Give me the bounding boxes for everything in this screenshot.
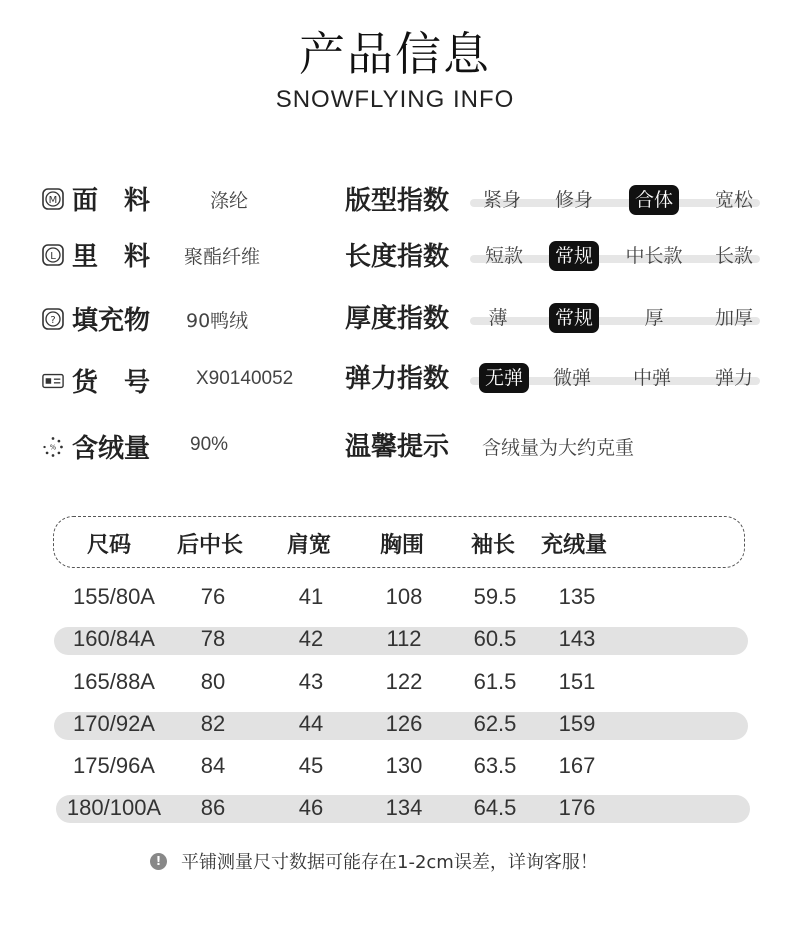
index-option: 厚 xyxy=(644,307,664,329)
table-cell: 60.5 xyxy=(473,626,517,651)
table-cell: 62.5 xyxy=(473,711,517,736)
table-cell: 41 xyxy=(298,584,324,609)
exclamation-icon: ! xyxy=(150,853,167,870)
table-cell: 64.5 xyxy=(473,795,517,820)
table-cell: 86 xyxy=(200,795,226,820)
index-option-selected: 常规 xyxy=(549,303,599,333)
table-header-cell: 肩宽 xyxy=(287,533,332,558)
table-cell: 151 xyxy=(558,669,596,694)
table-cell: 143 xyxy=(558,626,596,651)
index-option: 长款 xyxy=(714,245,754,267)
index-thickness xyxy=(345,298,765,338)
index-option: 中长款 xyxy=(625,245,683,267)
index-option: 薄 xyxy=(488,307,508,329)
index-option: 短款 xyxy=(484,245,524,267)
id-card-icon xyxy=(42,370,64,392)
table-cell: 76 xyxy=(200,584,226,609)
index-option: 中弹 xyxy=(632,367,672,389)
page-title: 产品信息 xyxy=(299,27,491,81)
index-option: 修身 xyxy=(554,189,594,211)
attr-label: 填充物 xyxy=(72,306,151,336)
table-cell: 43 xyxy=(298,669,324,694)
table-cell: 170/92A xyxy=(73,711,155,736)
index-elasticity xyxy=(345,358,765,398)
table-cell: 82 xyxy=(200,711,226,736)
svg-text:%: % xyxy=(49,443,57,452)
table-header-cell: 尺码 xyxy=(87,533,132,558)
percent-loader-icon xyxy=(42,436,64,458)
table-cell: 80 xyxy=(200,669,226,694)
table-cell: 44 xyxy=(298,711,324,736)
table-header-cell: 胸围 xyxy=(380,533,425,558)
note-text: 平铺测量尺寸数据可能存在1-2cm误差，详询客服！ xyxy=(181,852,598,873)
table-cell: 134 xyxy=(385,795,423,820)
index-option: 紧身 xyxy=(482,189,522,211)
m-circle-icon xyxy=(42,188,64,210)
table-cell: 175/96A xyxy=(73,753,155,778)
attr-label: 含绒量 xyxy=(72,434,151,464)
index-name: 长度指数 xyxy=(345,242,450,272)
table-cell: 46 xyxy=(298,795,324,820)
table-header-cell: 充绒量 xyxy=(541,533,608,558)
attr-value: X90140052 xyxy=(196,368,294,389)
index-name: 弹力指数 xyxy=(345,364,450,394)
table-cell: 135 xyxy=(558,584,596,609)
index-length xyxy=(345,236,765,276)
page-subtitle: SNOWFLYING INFO xyxy=(275,86,515,113)
index-option: 微弹 xyxy=(552,367,592,389)
index-option: 宽松 xyxy=(714,189,754,211)
index-name: 版型指数 xyxy=(345,186,450,216)
table-cell: 42 xyxy=(298,626,324,651)
index-option-selected: 合体 xyxy=(629,185,679,215)
table-cell: 112 xyxy=(386,626,422,651)
l-circle-icon xyxy=(42,244,64,266)
index-option-selected: 无弹 xyxy=(479,363,529,393)
table-cell: 159 xyxy=(558,711,596,736)
svg-text:L: L xyxy=(50,251,56,262)
table-cell: 122 xyxy=(385,669,423,694)
index-fit xyxy=(345,180,765,220)
attr-value: 聚酯纤维 xyxy=(184,246,261,268)
table-cell: 176 xyxy=(558,795,596,820)
table-cell: 78 xyxy=(200,626,226,651)
table-cell: 155/80A xyxy=(73,584,155,609)
svg-text:M: M xyxy=(48,195,58,206)
table-header-cell: 后中长 xyxy=(177,533,244,558)
table-cell: 108 xyxy=(385,584,423,609)
table-cell: 59.5 xyxy=(473,584,517,609)
attr-value: 90鸭绒 xyxy=(186,310,249,332)
attr-label: 面 料 xyxy=(72,186,151,216)
table-header-cell: 袖长 xyxy=(471,533,516,558)
attr-label: 里 料 xyxy=(72,242,151,272)
index-name: 温馨提示 xyxy=(345,432,450,462)
measurement-note xyxy=(150,848,598,874)
table-cell: 84 xyxy=(200,753,226,778)
question-icon xyxy=(42,308,64,330)
attr-label: 货 号 xyxy=(72,368,151,398)
table-cell: 61.5 xyxy=(473,669,517,694)
attr-value: 涤纶 xyxy=(210,190,249,212)
index-option-selected: 常规 xyxy=(549,241,599,271)
table-cell: 165/88A xyxy=(73,669,155,694)
tip-value: 含绒量为大约克重 xyxy=(482,437,635,459)
table-cell: 180/100A xyxy=(66,795,162,820)
attr-value: 90% xyxy=(190,434,229,455)
table-cell: 130 xyxy=(385,753,423,778)
index-option: 弹力 xyxy=(714,367,754,389)
table-cell: 160/84A xyxy=(73,626,155,651)
table-cell: 167 xyxy=(558,753,596,778)
svg-text:?: ? xyxy=(50,315,56,326)
table-cell: 126 xyxy=(385,711,423,736)
index-name: 厚度指数 xyxy=(345,304,450,334)
index-option: 加厚 xyxy=(714,307,754,329)
table-cell: 63.5 xyxy=(473,753,517,778)
table-cell: 45 xyxy=(298,753,324,778)
